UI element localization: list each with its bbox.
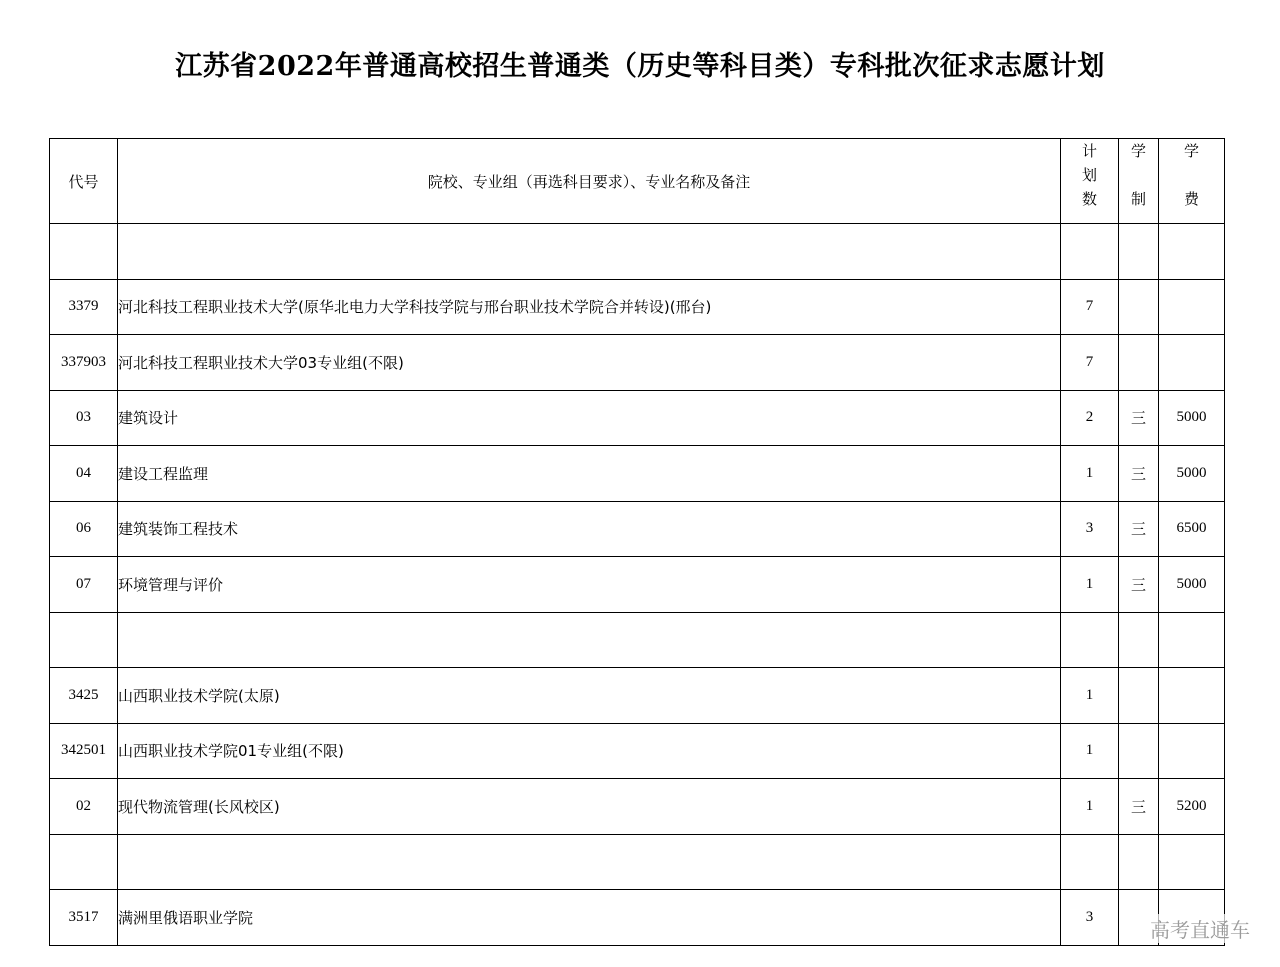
row-years: [1119, 612, 1159, 668]
row-fee: [1159, 279, 1225, 335]
row-count: 1: [1061, 779, 1119, 835]
row-name: [118, 224, 1061, 280]
row-count: 7: [1061, 279, 1119, 335]
row-years: 三: [1119, 779, 1159, 835]
header-code: 代号: [50, 139, 118, 224]
table-row: [50, 779, 1225, 835]
table-row: [50, 834, 1225, 890]
header-years-text: 学制: [1131, 142, 1147, 208]
row-name: 建设工程监理: [118, 446, 1061, 502]
row-name: [118, 612, 1061, 668]
row-code: [50, 612, 118, 668]
row-code: 337903: [50, 335, 118, 391]
row-fee: [1159, 224, 1225, 280]
row-count: 1: [1061, 723, 1119, 779]
row-count: 1: [1061, 557, 1119, 613]
row-code: 3379: [50, 279, 118, 335]
table-row: [50, 224, 1225, 280]
row-count: [1061, 834, 1119, 890]
table-row: [50, 668, 1225, 724]
row-code: 04: [50, 446, 118, 502]
row-years: [1119, 723, 1159, 779]
row-fee: [1159, 612, 1225, 668]
row-code: 3425: [50, 668, 118, 724]
row-fee: 5000: [1159, 557, 1225, 613]
table-row: [50, 723, 1225, 779]
row-name: 河北科技工程职业技术大学03专业组(不限): [118, 335, 1061, 391]
row-count: 7: [1061, 335, 1119, 391]
row-years: [1119, 834, 1159, 890]
row-count: [1061, 224, 1119, 280]
row-name: 现代物流管理(长风校区): [118, 779, 1061, 835]
row-fee: [1159, 723, 1225, 779]
header-fee-text: 学费: [1184, 142, 1200, 208]
row-years: 三: [1119, 557, 1159, 613]
header-years: [1119, 139, 1159, 224]
table-row: [50, 890, 1225, 946]
row-years: [1119, 279, 1159, 335]
row-count: 1: [1061, 446, 1119, 502]
header-fee: [1159, 139, 1225, 224]
row-code: 342501: [50, 723, 118, 779]
row-name: 山西职业技术学院01专业组(不限): [118, 723, 1061, 779]
row-years: [1119, 668, 1159, 724]
table-row: [50, 612, 1225, 668]
table-row: [50, 501, 1225, 557]
row-code: 03: [50, 390, 118, 446]
header-count-text: 计划数: [1082, 142, 1098, 208]
row-fee: [1159, 668, 1225, 724]
row-code: 02: [50, 779, 118, 835]
header-row: [50, 139, 1225, 224]
table-row: [50, 557, 1225, 613]
row-name: 建筑设计: [118, 390, 1061, 446]
row-fee: 5000: [1159, 446, 1225, 502]
row-years: 三: [1119, 501, 1159, 557]
row-name: 河北科技工程职业技术大学(原华北电力大学科技学院与邢台职业技术学院合并转设)(邢台): [118, 279, 1061, 335]
row-code: 07: [50, 557, 118, 613]
table-row: [50, 335, 1225, 391]
row-name: [118, 834, 1061, 890]
row-count: 1: [1061, 668, 1119, 724]
row-code: [50, 834, 118, 890]
watermark: 高考直通车: [1148, 914, 1252, 943]
row-years: [1119, 335, 1159, 391]
row-code: 3517: [50, 890, 118, 946]
table-row: [50, 390, 1225, 446]
row-fee: 6500: [1159, 501, 1225, 557]
table-row: [50, 446, 1225, 502]
row-count: [1061, 612, 1119, 668]
row-years: [1119, 224, 1159, 280]
row-name: 山西职业技术学院(太原): [118, 668, 1061, 724]
row-count: 3: [1061, 890, 1119, 946]
row-code: 06: [50, 501, 118, 557]
row-fee: [1159, 834, 1225, 890]
row-years: 三: [1119, 390, 1159, 446]
row-code: [50, 224, 118, 280]
row-name: 环境管理与评价: [118, 557, 1061, 613]
table-row: [50, 279, 1225, 335]
row-name: 满洲里俄语职业学院: [118, 890, 1061, 946]
row-count: 3: [1061, 501, 1119, 557]
header-name: 院校、专业组（再选科目要求）、专业名称及备注: [118, 139, 1061, 224]
row-fee: 5200: [1159, 779, 1225, 835]
row-name: 建筑装饰工程技术: [118, 501, 1061, 557]
row-fee: 5000: [1159, 390, 1225, 446]
page-title: 江苏省2022年普通高校招生普通类（历史等科目类）专科批次征求志愿计划: [175, 51, 1105, 82]
plan-table: [49, 138, 1225, 946]
row-fee: [1159, 335, 1225, 391]
header-count: [1061, 139, 1119, 224]
row-years: 三: [1119, 446, 1159, 502]
row-count: 2: [1061, 390, 1119, 446]
